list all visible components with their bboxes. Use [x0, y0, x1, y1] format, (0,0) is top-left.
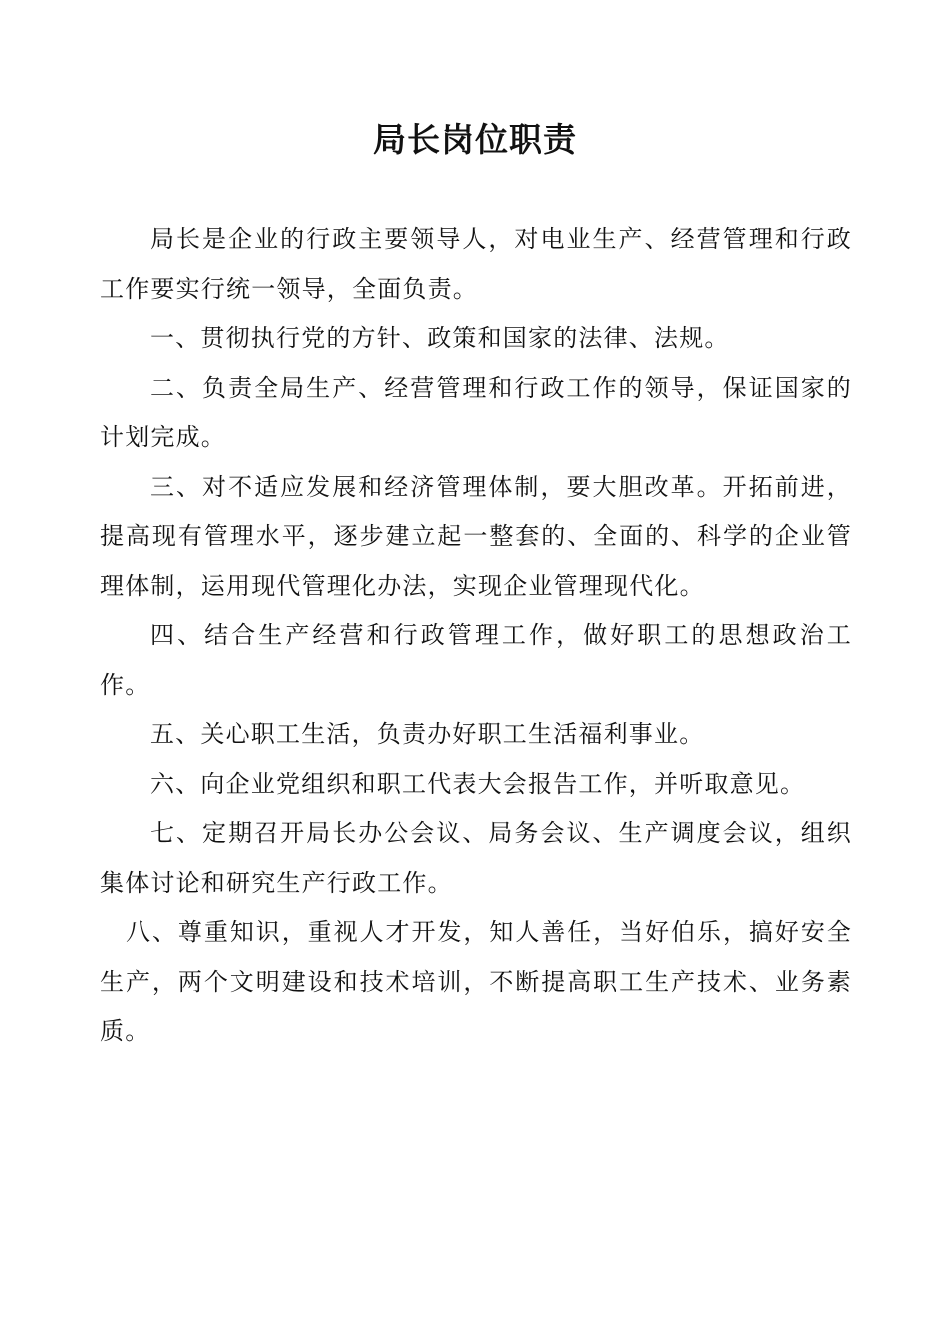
duty-item-3: 三、对不适应发展和经济管理体制，要大胆改革。开拓前进，提高现有管理水平，逐步建立起一整套的、全面的、科学的企业管理体制，运用现代管理化办法，实现企业管理现代化。	[100, 472, 852, 600]
duty-item-1: 一、贯彻执行党的方针、政策和国家的法律、法规。	[150, 324, 730, 352]
duty-item-6: 六、向企业党组织和职工代表大会报告工作，并听取意见。	[150, 769, 806, 798]
duty-item-7: 七、定期召开局长办公会议、局务会议、生产调度会议，组织集体讨论和研究生产行政工作。	[100, 819, 852, 897]
document-body	[100, 215, 852, 1057]
duty-item-5: 五、关心职工生活，负责办好职工生活福利事业。	[150, 720, 705, 748]
intro-paragraph: 局长是企业的行政主要领导人，对电业生产、经营管理和行政工作要实行统一领导，全面负责。	[100, 225, 852, 303]
duty-item-8: 八、尊重知识，重视人才开发，知人善任，当好伯乐，搞好安全生产，两个文明建设和技术培训，不断提高职工生产技术、业务素质。	[100, 918, 852, 1045]
duty-item-2: 二、负责全局生产、经营管理和行政工作的领导，保证国家的计划完成。	[100, 373, 852, 451]
document-title: 局长岗位职责	[373, 120, 577, 159]
duty-item-4: 四、结合生产经营和行政管理工作，做好职工的思想政治工作。	[100, 621, 852, 699]
